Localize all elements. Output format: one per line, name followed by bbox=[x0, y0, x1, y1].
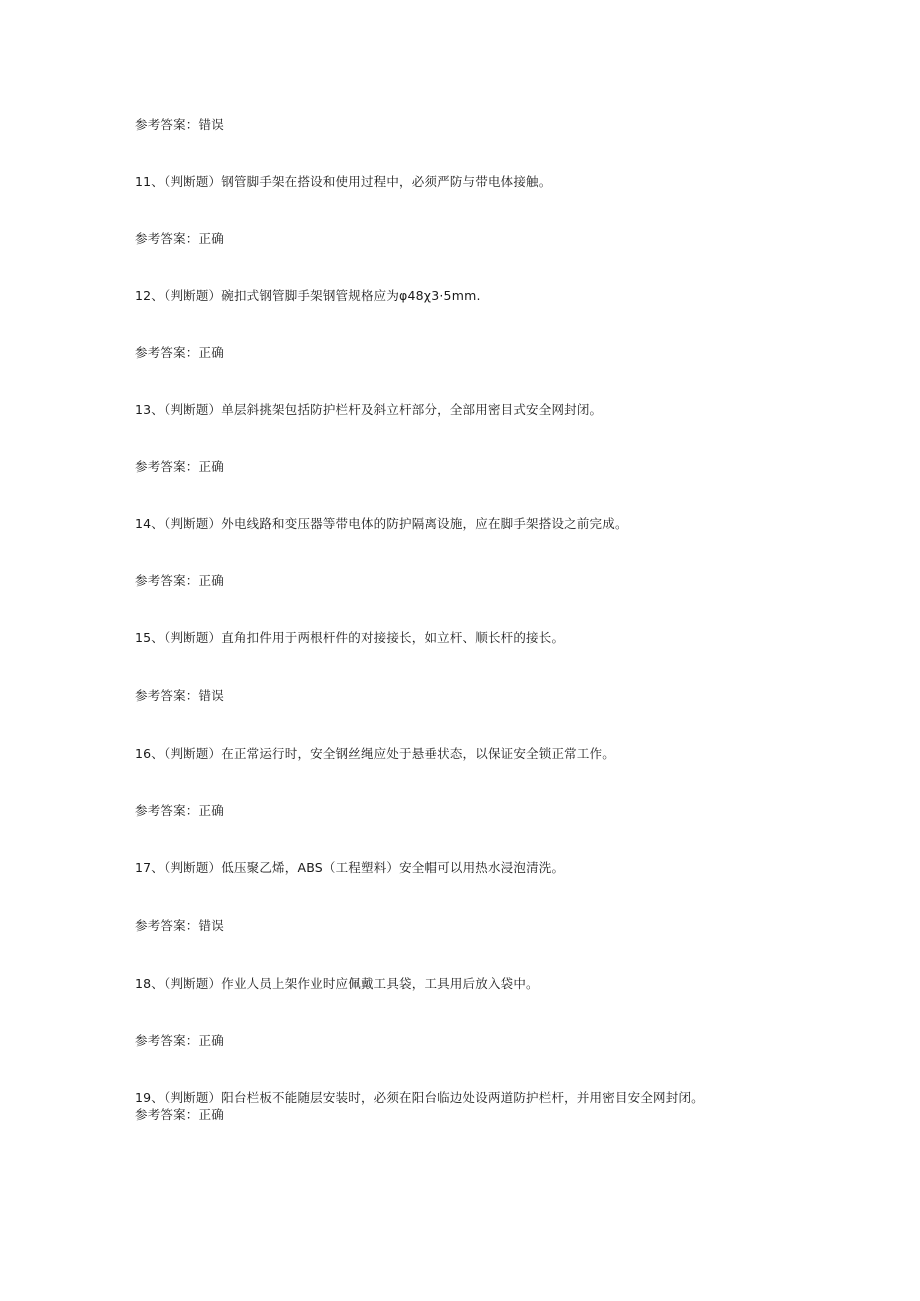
answer-line: 参考答案：错误 bbox=[135, 688, 224, 703]
question-line: 17、（判断题）低压聚乙烯，ABS（工程塑料）安全帽可以用热水浸泡清洗。 bbox=[135, 860, 565, 875]
answer-line: 参考答案：正确 bbox=[135, 345, 224, 360]
question-line: 18、（判断题）作业人员上架作业时应佩戴工具袋，工具用后放入袋中。 bbox=[135, 976, 539, 991]
question-line: 11、（判断题）钢管脚手架在搭设和使用过程中，必须严防与带电体接触。 bbox=[135, 174, 552, 189]
answer-line: 参考答案：正确 bbox=[135, 459, 224, 474]
answer-line: 参考答案：正确 bbox=[135, 1033, 224, 1048]
answer-line: 参考答案：错误 bbox=[135, 117, 224, 132]
answer-line: 参考答案：正确 bbox=[135, 573, 224, 588]
answer-line: 参考答案：正确 bbox=[135, 231, 224, 246]
answer-line: 参考答案：正确 bbox=[135, 1107, 224, 1122]
question-line: 15、（判断题）直角扣件用于两根杆件的对接接长，如立杆、顺长杆的接长。 bbox=[135, 630, 565, 645]
question-line: 19、（判断题）阳台栏板不能随层安装时，必须在阳台临边处设两道防护栏杆，并用密目安全网封闭。 bbox=[135, 1090, 704, 1105]
question-line: 13、（判断题）单层斜挑架包括防护栏杆及斜立杆部分，全部用密目式安全网封闭。 bbox=[135, 402, 603, 417]
answer-line: 参考答案：正确 bbox=[135, 803, 224, 818]
question-line: 14、（判断题）外电线路和变压器等带电体的防护隔离设施，应在脚手架搭设之前完成。 bbox=[135, 516, 628, 531]
question-line: 16、（判断题）在正常运行时，安全钢丝绳应处于悬垂状态，以保证安全锁正常工作。 bbox=[135, 746, 615, 761]
question-line: 12、（判断题）碗扣式钢管脚手架钢管规格应为φ48χ3·5mm. bbox=[135, 288, 481, 303]
answer-line: 参考答案：错误 bbox=[135, 918, 224, 933]
